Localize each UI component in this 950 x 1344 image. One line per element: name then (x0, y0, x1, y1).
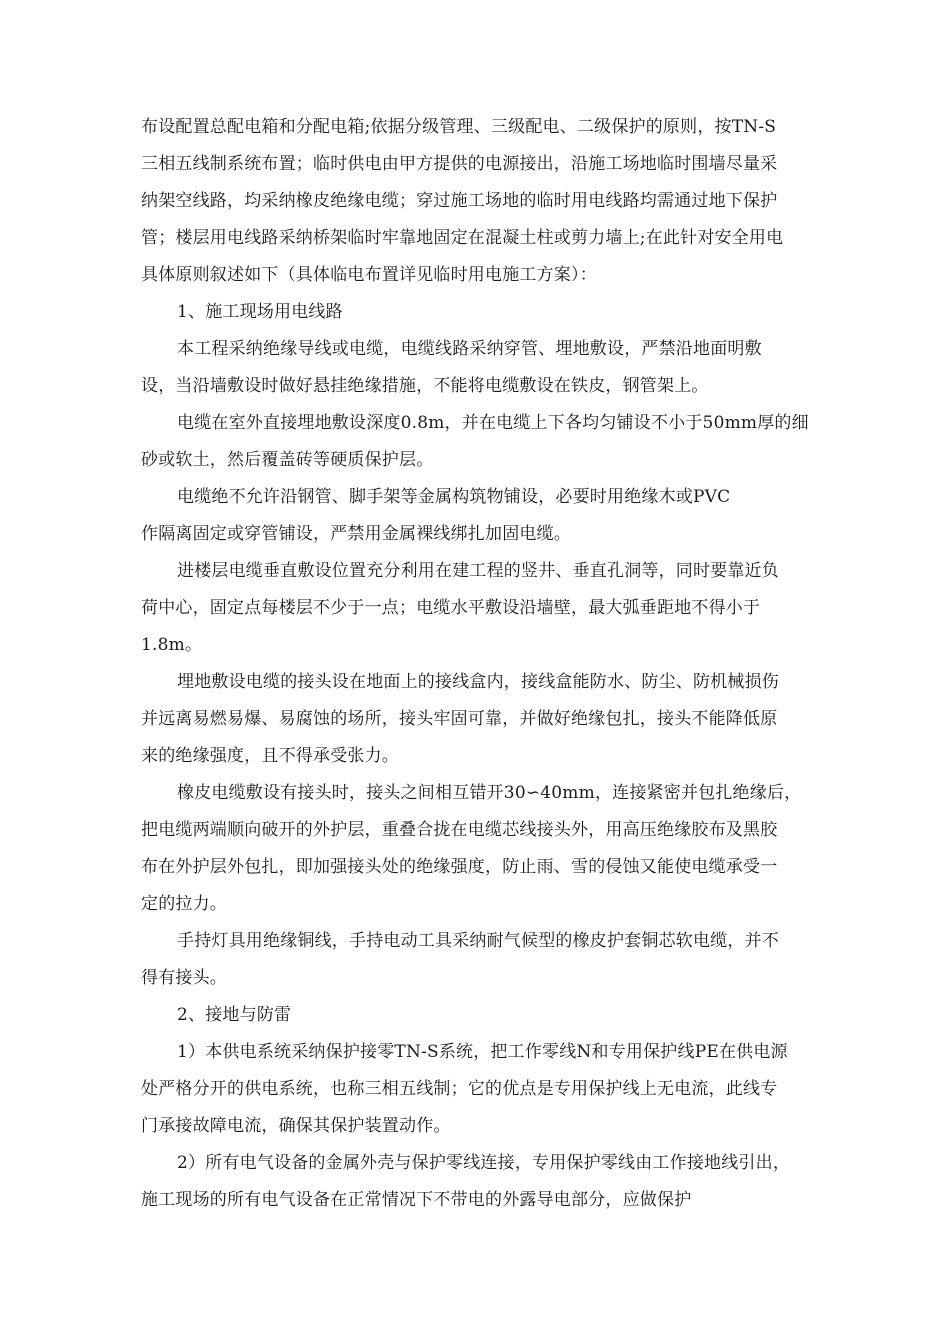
text-line: 进楼层电缆垂直敷设位置充分利用在建工程的竖井、垂直孔洞等，同时要靠近负 (177, 561, 779, 581)
text-line: 2）所有电气设备的金属外壳与保护零线连接，专用保护零线由工作接地线引出， (177, 1153, 791, 1173)
text-line: 具体原则叙述如下（具体临电布置详见临时用电施工方案）： (141, 265, 597, 285)
text-line: 布在外护层外包扎，即加强接头处的绝缘强度，防止雨、雪的侵蚀又能使电缆承受一 (141, 857, 778, 877)
text-line: 管；楼层用电线路采纳桥架临时牢靠地固定在混凝土柱或剪力墙上;在此针对安全用电 (141, 228, 784, 248)
text-line: 埋地敷设电缆的接头设在地面上的接线盒内，接线盒能防水、防尘、防机械损伤 (177, 672, 779, 692)
text-line: 1）本供电系统采纳保护接零TN-S系统，把工作零线N和专用保护线PE在供电源 (177, 1042, 788, 1062)
text-line: 设，当沿墙敷设时做好悬挂绝缘措施，不能将电缆敷设在铁皮，钢管架上。 (141, 376, 709, 396)
text-line: 橡皮电缆敷设有接头时，接头之间相互错开30∽40mm，连接紧密并包扎绝缘后， (177, 783, 802, 803)
section-heading: 1、施工现场用电线路 (177, 302, 343, 322)
text-line: 门承接故障电流，确保其保护装置动作。 (141, 1116, 451, 1136)
text-line: 手持灯具用绝缘铜线，手持电动工具采纳耐气候型的橡皮护套铜芯软电缆，并不 (177, 931, 779, 951)
text-line: 1.8m。 (141, 635, 203, 655)
text-line: 得有接头。 (141, 968, 227, 988)
text-line: 砂或软土，然后覆盖砖等硬质保护层。 (141, 450, 434, 470)
text-line: 本工程采纳绝缘导线或电缆，电缆线路采纳穿管、埋地敷设，严禁沿地面明敷 (177, 339, 762, 359)
text-line: 荷中心，固定点每楼层不少于一点；电缆水平敷设沿墙壁，最大弧垂距地不得小于 (141, 598, 761, 618)
text-line: 纳架空线路，均采纳橡皮绝缘电缆；穿过施工场地的临时用电线路均需通过地下保护 (141, 191, 778, 211)
text-line: 定的拉力。 (141, 894, 227, 914)
text-line: 三相五线制系统布置；临时供电由甲方提供的电源接出，沿施工场地临时围墙尽量采 (141, 154, 778, 174)
section-heading: 2、接地与防雷 (177, 1005, 292, 1025)
text-line: 处严格分开的供电系统，也称三相五线制；它的优点是专用保护线上无电流，此线专 (141, 1079, 778, 1099)
text-line: 施工现场的所有电气设备在正常情况下不带电的外露导电部分，应做保护 (141, 1190, 692, 1210)
text-line: 布设配置总配电箱和分配电箱;依据分级管理、三级配电、二级保护的原则，按TN-S (141, 117, 777, 137)
text-line: 把电缆两端顺向破开的外护层，重叠合拢在电缆芯线接头外，用高压绝缘胶布及黑胶 (141, 820, 778, 840)
text-line: 来的绝缘强度，且不得承受张力。 (141, 746, 399, 766)
text-line: 作隔离固定或穿管铺设，严禁用金属裸线绑扎加固电缆。 (141, 524, 571, 544)
text-line: 电缆在室外直接埋地敷设深度0.8m，并在电缆上下各均匀铺设不小于50mm厚的细 (177, 413, 809, 433)
text-line: 并远离易燃易爆、易腐蚀的场所，接头牢固可靠，并做好绝缘包扎，接头不能降低原 (141, 709, 778, 729)
text-line: 电缆绝不允许沿钢管、脚手架等金属构筑物铺设，必要时用绝缘木或PVC (177, 487, 731, 507)
